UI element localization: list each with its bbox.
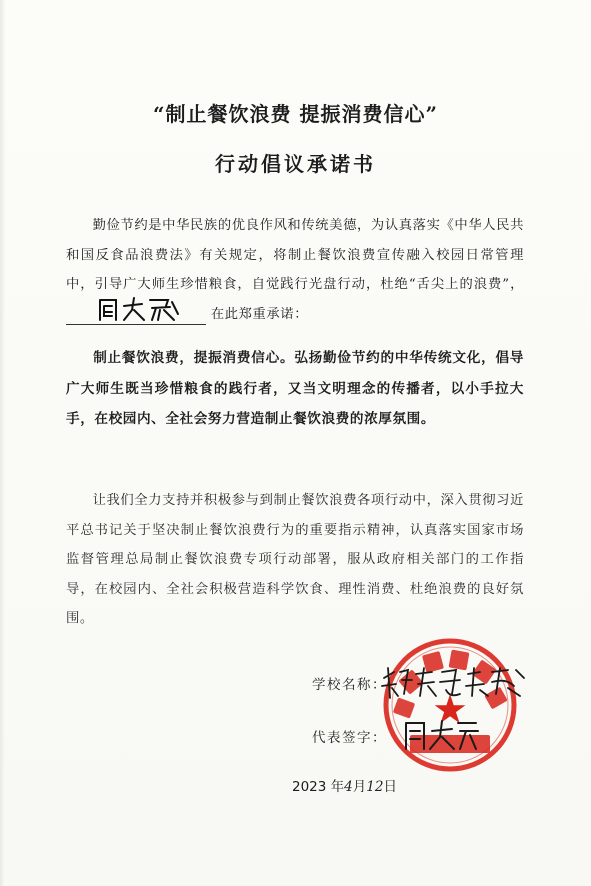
document-title: “制止餐饮浪费 提振消费信心”	[153, 102, 438, 126]
date-line	[292, 775, 397, 795]
handwritten-name-signature	[94, 294, 184, 324]
intro-text: 勤俭节约是中华民族的优良作风和传统美德，为认真落实《中华人民共和国反食品浪费法》有关规定，将制止餐饮浪费宣传融入校园日常管理中，引导广大师生珍惜粮食，自觉践行光盘行动，杜绝“舌尖上的浪费”，	[66, 218, 524, 292]
seal-star-icon: ★	[432, 687, 468, 733]
school-name-label: 学校名称：	[312, 677, 387, 693]
date-month-unit: 月	[352, 779, 367, 795]
handwritten-representative-signature	[400, 715, 480, 755]
signature-blank	[66, 302, 206, 325]
paragraph-pledge: 制止餐饮浪费，提振消费信心。弘扬勤俭节约的中华传统文化，倡导广大师生既当珍惜粮食的践行者，又当文明理念的传播者，以小手拉大手，在校园内、全社会努力营造制止餐饮浪费的浓厚氛围。	[66, 350, 524, 427]
document-subtitle: 行动倡议承诺书	[215, 152, 376, 176]
handwritten-school-name	[380, 664, 530, 704]
paragraph-intro	[66, 211, 524, 329]
intro-pledge: 在此郑重承诺：	[210, 306, 309, 322]
date-day-unit: 日	[383, 779, 397, 795]
scan-edge-shadow	[0, 0, 6, 886]
representative-signature-label: 代表签字：	[312, 730, 387, 746]
date-year: 2023 年	[292, 779, 345, 795]
date-month-handwritten: 4	[344, 779, 353, 795]
date-day-handwritten: 12	[366, 779, 384, 795]
paragraph-action: 让我们全力支持并积极参与到制止餐饮浪费各项行动中，深入贯彻习近平总书记关于坚决制止餐饮浪费行为的重要指示精神，认真落实国家市场监督管理总局制止餐饮浪费专项行动部署，服从政府相关部门的工作指导，在校园内、全社会积极营造科学饮食、理性消费、杜绝浪费的良好氛围。	[66, 493, 524, 626]
